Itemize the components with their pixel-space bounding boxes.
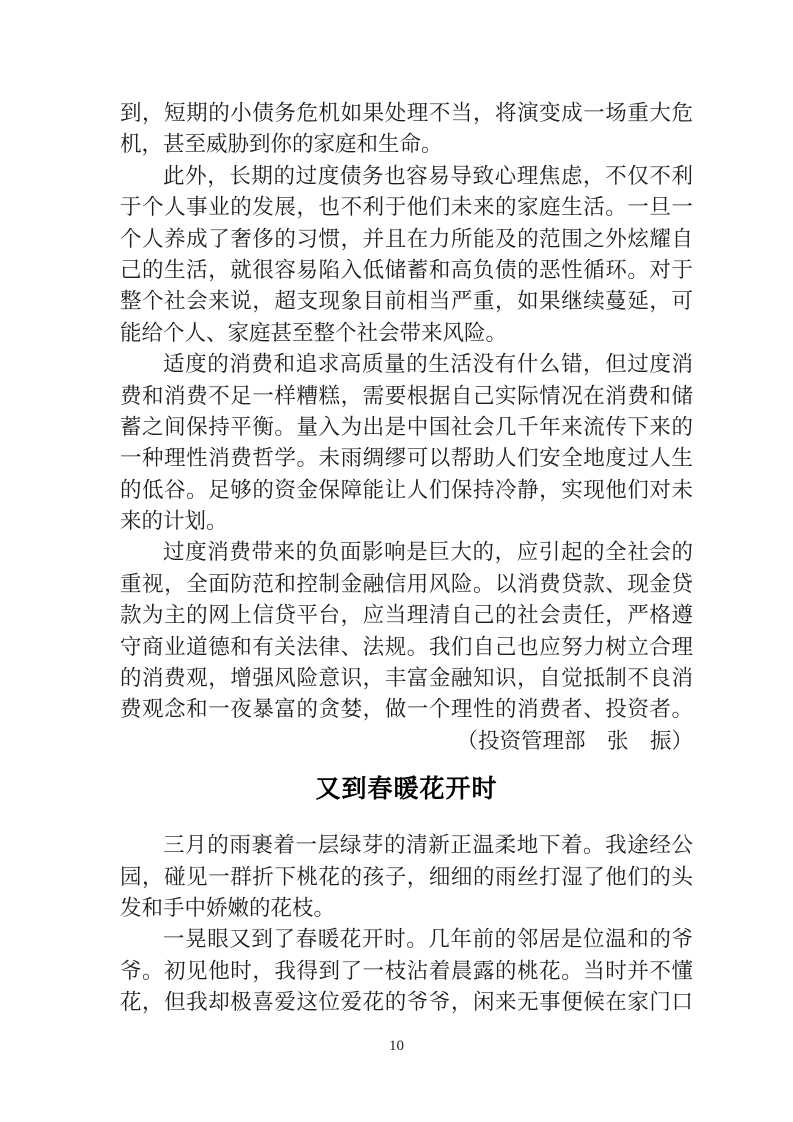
text-line: 重视，全面防范和控制金融信用风险。以消费贷款、现金贷: [120, 571, 693, 596]
text-line: 机，甚至威胁到你的家庭和生命。: [120, 132, 443, 157]
page-number: 10: [389, 1038, 404, 1054]
text-line: 费和消费不足一样糟糕，需要根据自己实际情况在消费和储: [120, 383, 693, 408]
paragraph: [120, 161, 693, 349]
text-line: 费观念和一夜暴富的贪婪，做一个理性的消费者、投资者。: [120, 697, 693, 722]
text-body: [120, 98, 693, 1019]
text-line: 适度的消费和追求高质量的生活没有什么错，但过度消: [163, 352, 693, 377]
text-line: 发和手中娇嫩的花枝。: [120, 895, 336, 920]
text-line: 来的计划。: [120, 509, 228, 534]
text-line: 守商业道德和有关法律、法规。我们自己也应努力树立合理: [120, 634, 693, 659]
text-line: 的消费观，增强风险意识，丰富金融知识，自觉抵制不良消: [120, 666, 693, 691]
text-line: 到，短期的小债务危机如果处理不当，将演变成一场重大危: [120, 101, 693, 125]
paragraph: [120, 830, 693, 924]
article-title: 又到春暖花开时: [315, 775, 498, 804]
text-line: 此外，长期的过度债务也容易导致心理焦虑，不仅不利: [163, 163, 693, 188]
text-line: 个人养成了奢侈的习惯，并且在力所能及的范围之外炫耀自: [120, 226, 693, 251]
text-line: 过度消费带来的负面影响是巨大的，应引起的全社会的: [163, 540, 693, 565]
text-line: 园，碰见一群折下桃花的孩子，细细的雨丝打湿了他们的头: [120, 864, 693, 889]
paragraph: [120, 537, 693, 725]
paragraph: [120, 924, 693, 1018]
text-line: 爷。初见他时，我得到了一枝沾着晨露的桃花。当时并不懂: [120, 958, 693, 983]
paragraph-continuation: [120, 98, 693, 161]
text-line: 款为主的网上信贷平台，应当理清自己的社会责任，严格遵: [120, 603, 693, 628]
text-line: 三月的雨裹着一层绿芽的清新正温柔地下着。我途经公: [163, 833, 693, 858]
text-line: 能给个人、家庭甚至整个社会带来风险。: [120, 320, 508, 345]
text-line: 蓄之间保持平衡。量入为出是中国社会几千年来流传下来的: [120, 414, 693, 439]
text-line: 己的生活，就很容易陷入低储蓄和高负债的恶性循环。对于: [120, 257, 693, 282]
text-line: 整个社会来说，超支现象目前相当严重，如果继续蔓延，可: [120, 289, 693, 314]
text-line: 于个人事业的发展，也不利于他们未来的家庭生活。一旦一: [120, 195, 693, 220]
text-line: 的低谷。足够的资金保障能让人们保持冷静，实现他们对未: [120, 477, 693, 502]
paragraph: [120, 349, 693, 537]
text-line: 一种理性消费哲学。未雨绸缪可以帮助人们安全地度过人生: [120, 446, 693, 471]
signature-line: （投资管理部 张 振）: [456, 728, 693, 753]
text-line: 一晃眼又到了春暖花开时。几年前的邻居是位温和的爷: [163, 927, 693, 952]
text-line: 花，但我却极喜爱这位爱花的爷爷，闲来无事便候在家门口: [120, 990, 693, 1015]
